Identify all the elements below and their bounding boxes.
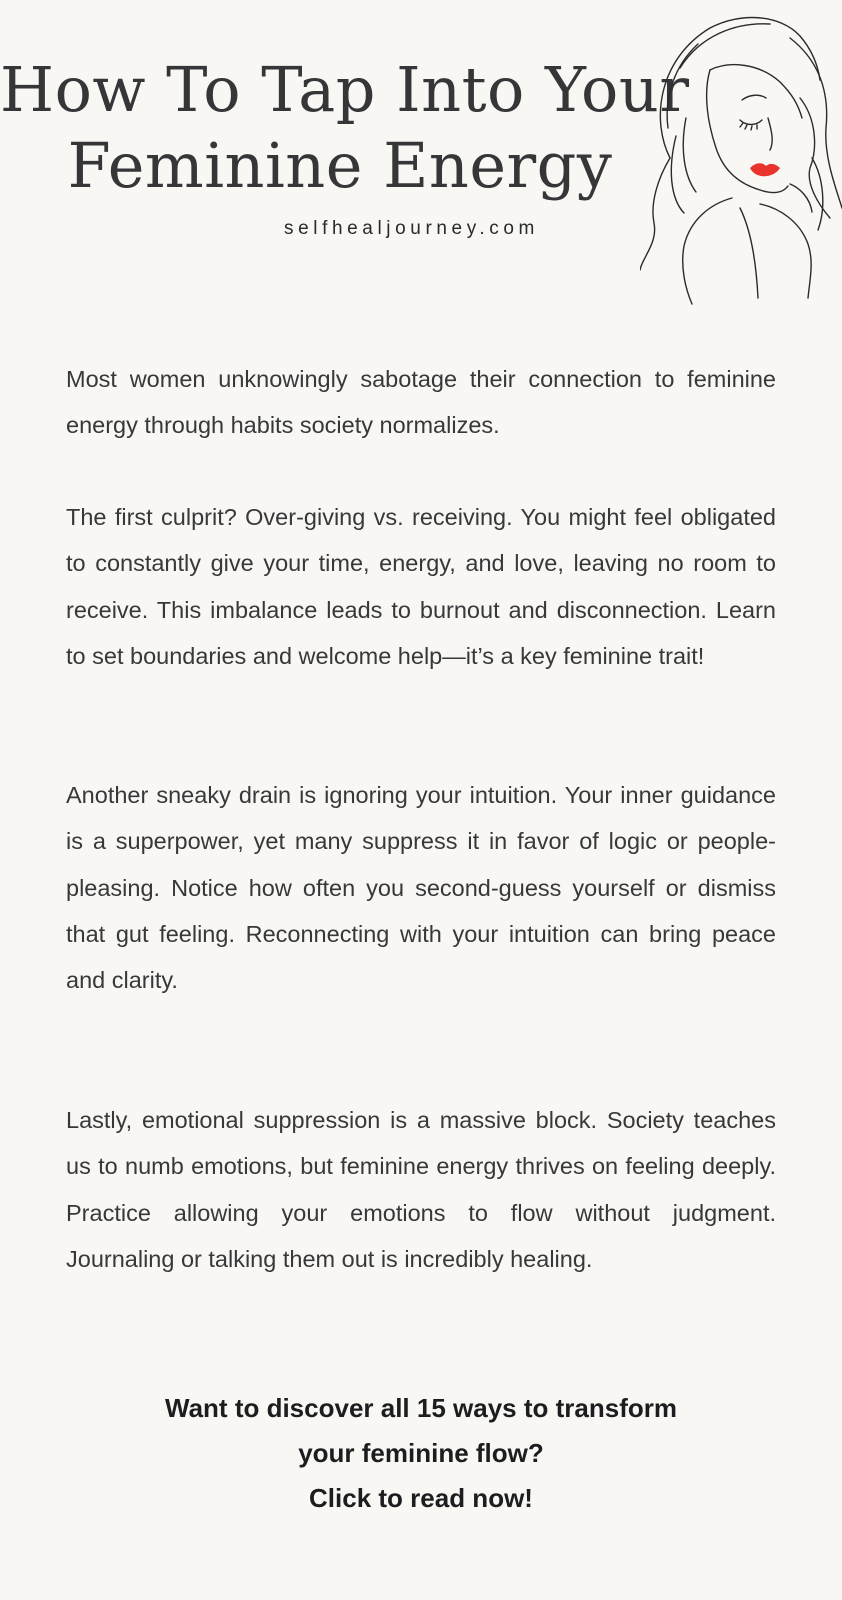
lips-icon — [750, 163, 780, 176]
cta-line-1: Want to discover all 15 ways to transform — [165, 1393, 677, 1423]
title-line-2: Feminine Energy — [67, 129, 613, 202]
page-title — [0, 52, 690, 204]
cta-line-2: your feminine flow? — [298, 1438, 544, 1468]
paragraph-intuition: Another sneaky drain is ignoring your intuition. Your inner guidance is a superpower, yet many suppress it in favor of logic or people-pleasing. Notice how often you second-guess yourself or dismiss that gut feeling. Reconnecting with your intuition can bring peace and clarity. — [66, 782, 776, 994]
call-to-action[interactable] — [100, 1386, 742, 1521]
paragraph-emotional-suppression: Lastly, emotional suppression is a massive block. Society teaches us to numb emotions, but feminine energy thrives on feeling deeply. Practice allowing your emotions to flow without judgment. Journaling or talking them out is incredibly healing. — [66, 1107, 776, 1272]
website-url: selfhealjourney.com — [284, 218, 539, 239]
paragraph-over-giving: The first culprit? Over-giving vs. receiving. You might feel obligated to constantly give your time, energy, and love, leaving no room to receive. This imbalance leads to burnout and disconnection. Learn to set boundaries and welcome help—it’s a key feminine trait! — [66, 504, 776, 669]
paragraph-intro: Most women unknowingly sabotage their connection to feminine energy through habits society normalizes. — [66, 366, 776, 439]
cta-link[interactable]: Click to read now! — [309, 1483, 533, 1513]
woman-line-art-icon — [640, 8, 842, 308]
title-line-1: How To Tap Into Your — [0, 53, 690, 126]
